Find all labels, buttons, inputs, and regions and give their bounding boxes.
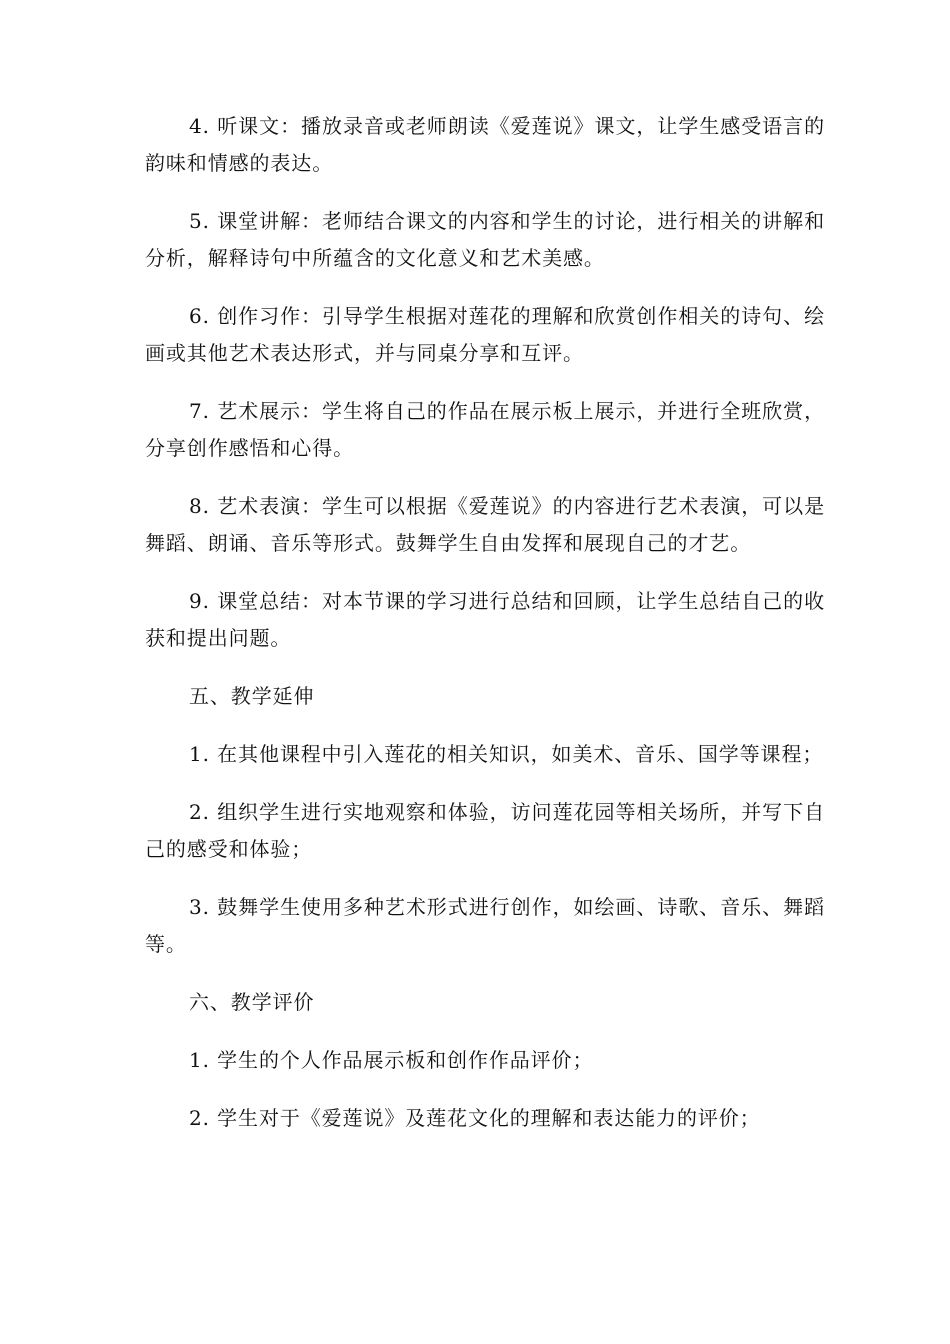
section-heading-extension: 五、教学延伸 <box>189 684 315 708</box>
section-heading-evaluation: 六、教学评价 <box>189 990 315 1014</box>
extension-item-1: 1. 在其他课程中引入莲花的相关知识，如美术、音乐、国学等课程； <box>189 742 824 766</box>
step-4-listen-text: 4. 听课文：播放录音或老师朗读《爱莲说》课文，让学生感受语言的韵味和情感的表达。 <box>145 114 825 175</box>
step-9-summary: 9. 课堂总结：对本节课的学习进行总结和回顾，让学生总结自己的收获和提出问题。 <box>145 589 825 650</box>
document-body <box>145 108 825 1158</box>
evaluation-item-2: 2. 学生对于《爱莲说》及莲花文化的理解和表达能力的评价； <box>189 1106 761 1130</box>
step-7-art-display: 7. 艺术展示：学生将自己的作品在展示板上展示，并进行全班欣赏，分享创作感悟和心得。 <box>145 399 825 460</box>
extension-item-2: 2. 组织学生进行实地观察和体验，访问莲花园等相关场所，并写下自己的感受和体验； <box>145 800 825 861</box>
extension-item-3: 3. 鼓舞学生使用多种艺术形式进行创作，如绘画、诗歌、音乐、舞蹈等。 <box>145 895 825 956</box>
step-8-art-performance: 8. 艺术表演：学生可以根据《爱莲说》的内容进行艺术表演，可以是舞蹈、朗诵、音乐等形式。鼓舞学生自由发挥和展现自己的才艺。 <box>145 494 825 555</box>
step-5-lecture: 5. 课堂讲解：老师结合课文的内容和学生的讨论，进行相关的讲解和分析，解释诗句中所蕴含的文化意义和艺术美感。 <box>145 209 825 270</box>
evaluation-item-1: 1. 学生的个人作品展示板和创作作品评价； <box>189 1048 594 1072</box>
step-6-writing: 6. 创作习作：引导学生根据对莲花的理解和欣赏创作相关的诗句、绘画或其他艺术表达形式，并与同桌分享和互评。 <box>145 304 825 365</box>
